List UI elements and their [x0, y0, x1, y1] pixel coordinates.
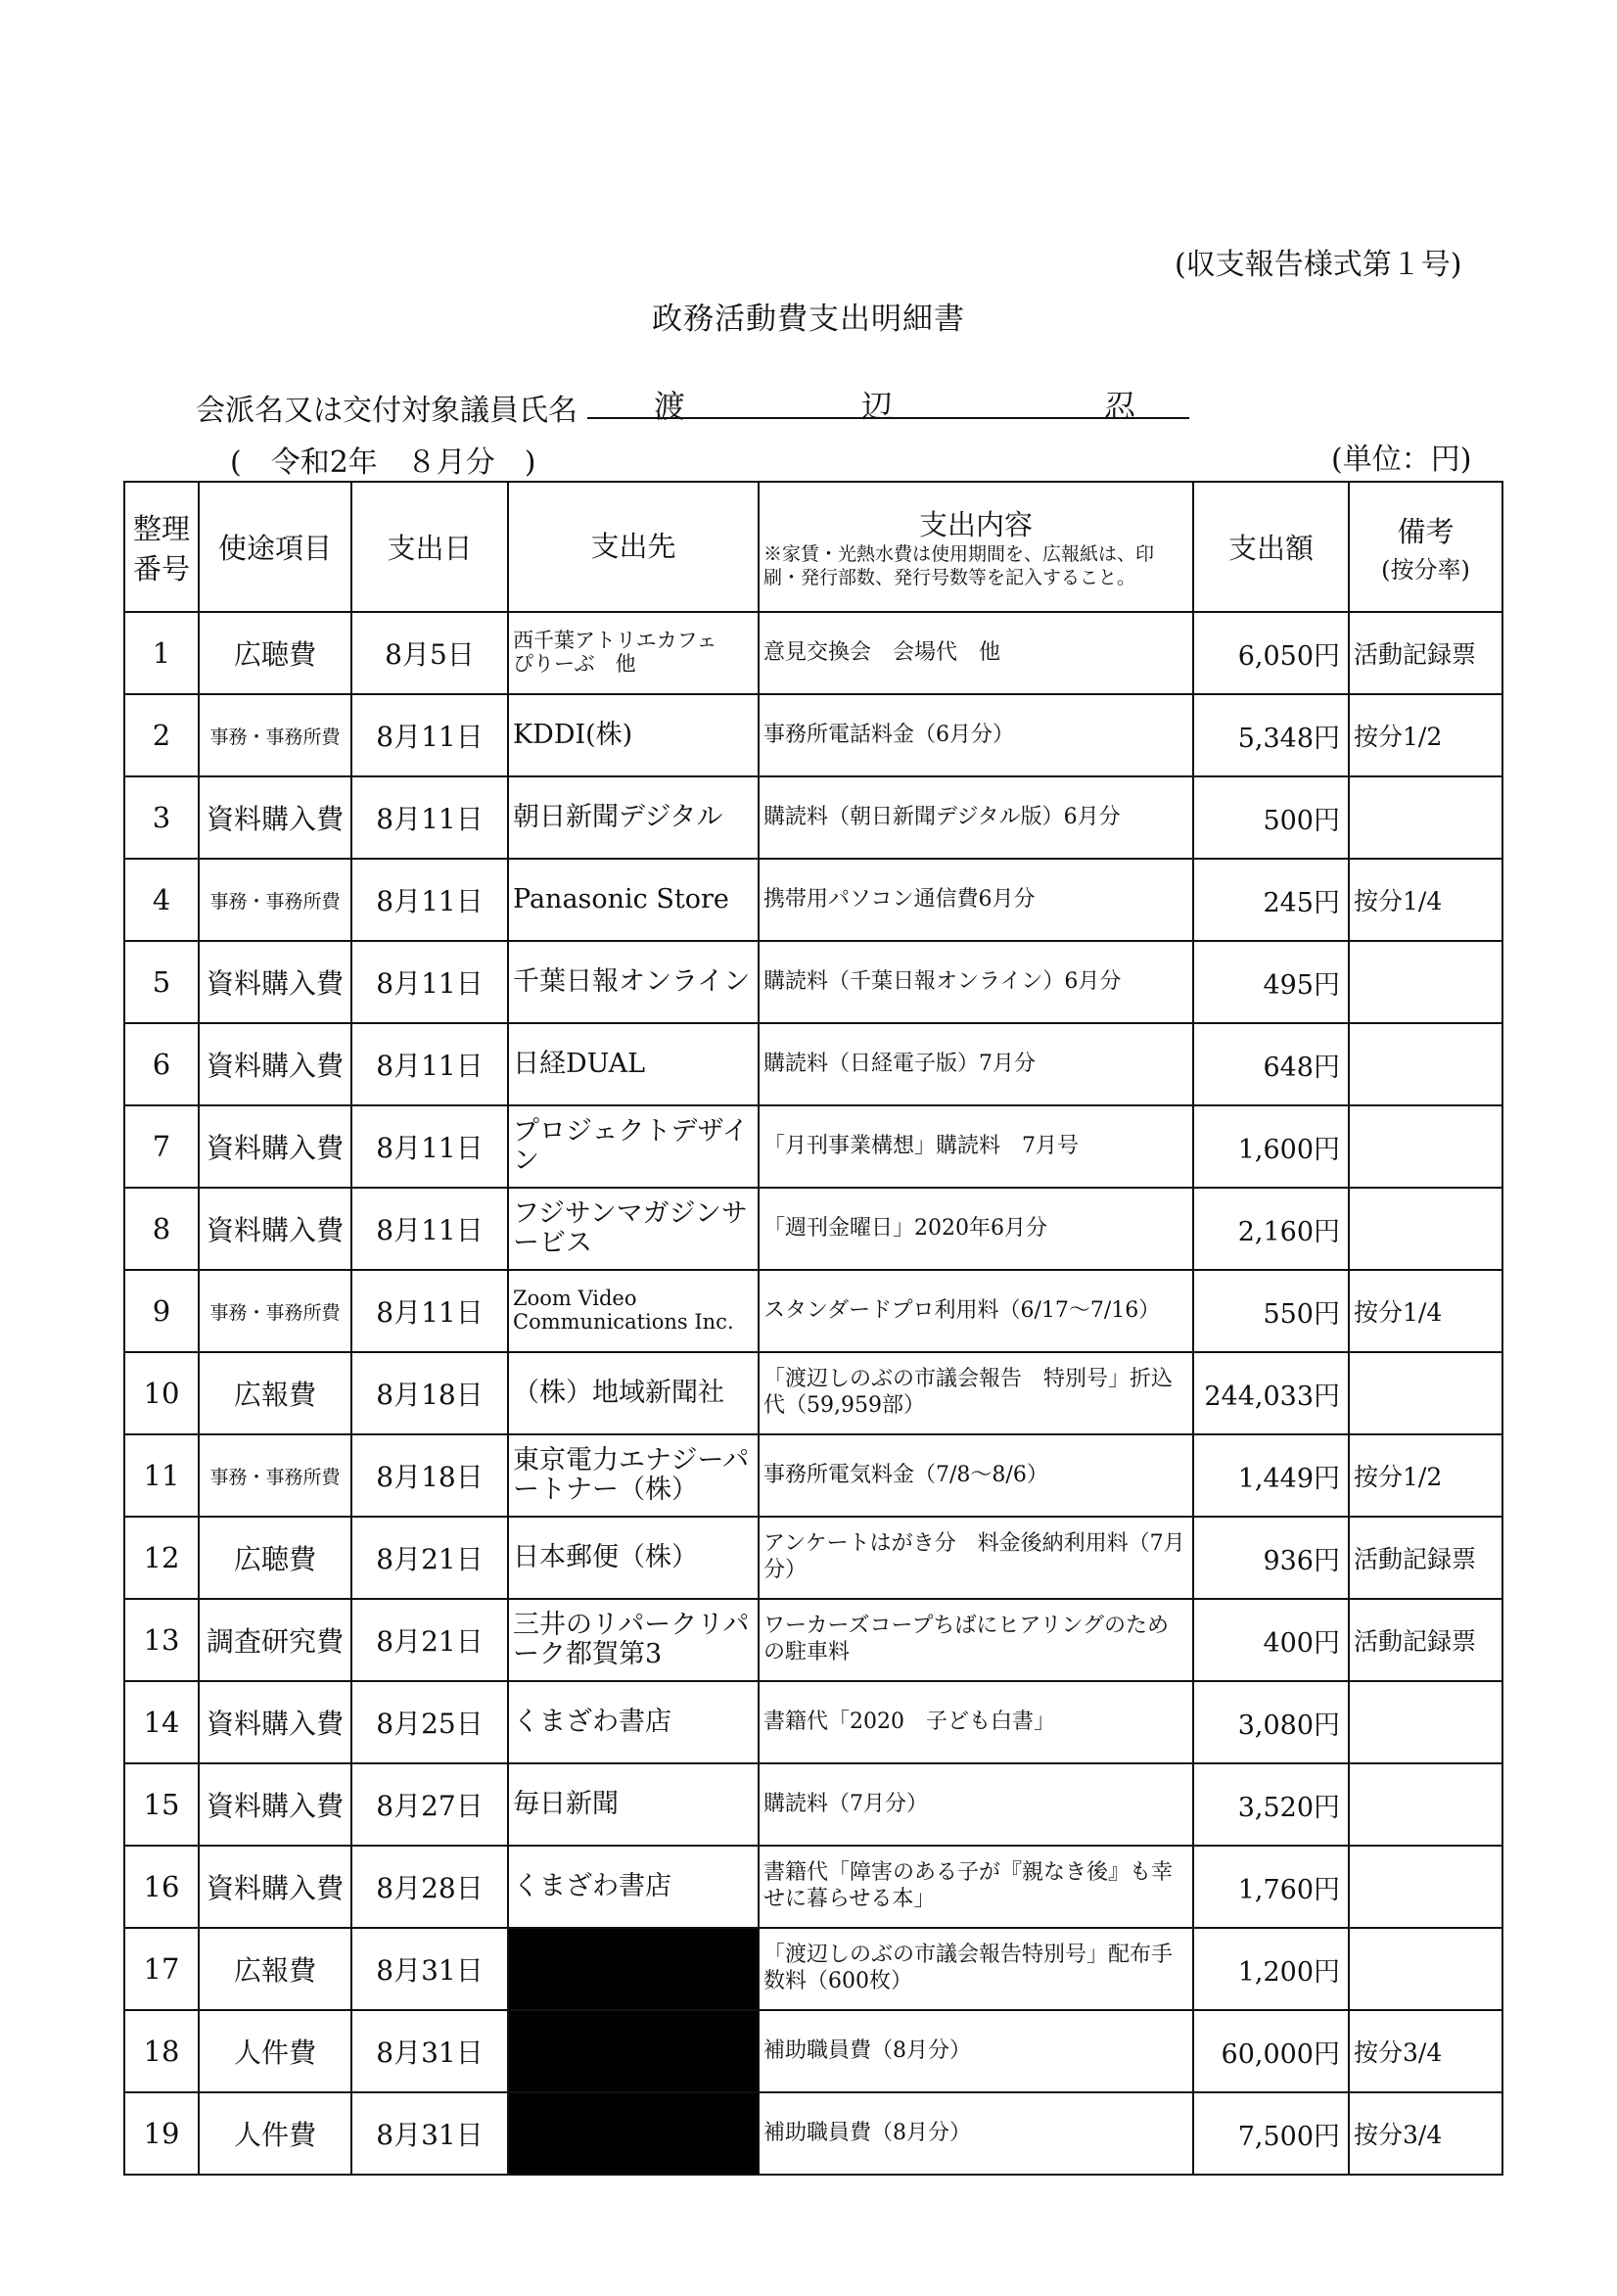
cell-note [1349, 1023, 1502, 1105]
cell-amount: 2,160円 [1193, 1188, 1349, 1270]
header-remarks-title: 備考 [1397, 514, 1455, 548]
cell-no: 19 [124, 2092, 199, 2175]
cell-date: 8月28日 [351, 1846, 508, 1928]
table-row [124, 1846, 1502, 1928]
cell-content: 「渡辺しのぶの市議会報告 特別号」折込代（59,959部） [759, 1352, 1193, 1434]
cell-category: 資料購入費 [199, 1763, 351, 1846]
cell-category: 広報費 [199, 1928, 351, 2010]
cell-date: 8月11日 [351, 694, 508, 776]
cell-category: 資料購入費 [199, 1846, 351, 1928]
cell-amount: 500円 [1193, 776, 1349, 859]
cell-category: 資料購入費 [199, 1023, 351, 1105]
table-row [124, 1105, 1502, 1188]
cell-date: 8月21日 [351, 1517, 508, 1599]
cell-content: 「渡辺しのぶの市議会報告特別号」配布手数料（600枚） [759, 1928, 1193, 2010]
table-row [124, 1681, 1502, 1763]
cell-note: 按分3/4 [1349, 2010, 1502, 2092]
redacted-block [508, 2010, 759, 2092]
table-row [124, 941, 1502, 1023]
header-amount: 支出額 [1193, 482, 1349, 612]
cell-note [1349, 776, 1502, 859]
cell-content: 「週刊金曜日」2020年6月分 [759, 1188, 1193, 1270]
cell-content: アンケートはがき分 料金後納利用料（7月分） [759, 1517, 1193, 1599]
table-row [124, 1928, 1502, 2010]
cell-content: 購読料（7月分） [759, 1763, 1193, 1846]
cell-no: 16 [124, 1846, 199, 1928]
cell-category: 事務・事務所費 [199, 1434, 351, 1517]
cell-content: 事務所電話料金（6月分） [759, 694, 1193, 776]
cell-note [1349, 941, 1502, 1023]
member-name-char-2: 辺 [861, 388, 894, 425]
cell-date: 8月11日 [351, 941, 508, 1023]
cell-date: 8月11日 [351, 1188, 508, 1270]
cell-date: 8月18日 [351, 1352, 508, 1434]
cell-category: 資料購入費 [199, 1188, 351, 1270]
redacted-block [508, 1928, 759, 2010]
cell-no: 18 [124, 2010, 199, 2092]
member-name-char-1: 渡 [654, 388, 686, 425]
cell-amount: 60,000円 [1193, 2010, 1349, 2092]
cell-category: 事務・事務所費 [199, 694, 351, 776]
cell-no: 14 [124, 1681, 199, 1763]
cell-date: 8月11日 [351, 1270, 508, 1352]
cell-content: スタンダードプロ利用料（6/17～7/16） [759, 1270, 1193, 1352]
cell-payee: 日本郵便（株） [508, 1517, 759, 1599]
cell-content: 書籍代「障害のある子が『親なき後』も幸せに暮らせる本」 [759, 1846, 1193, 1928]
header-row [124, 482, 1502, 612]
cell-category: 人件費 [199, 2010, 351, 2092]
cell-date: 8月5日 [351, 612, 508, 694]
table-row [124, 612, 1502, 694]
cell-content: 書籍代「2020 子ども白書」 [759, 1681, 1193, 1763]
cell-date: 8月31日 [351, 1928, 508, 2010]
cell-note: 按分1/2 [1349, 694, 1502, 776]
cell-content: 購読料（千葉日報オンライン）6月分 [759, 941, 1193, 1023]
redacted-block [508, 2092, 759, 2175]
cell-no: 2 [124, 694, 199, 776]
table-row [124, 694, 1502, 776]
cell-note: 按分1/4 [1349, 1270, 1502, 1352]
cell-no: 1 [124, 612, 199, 694]
cell-category: 事務・事務所費 [199, 859, 351, 941]
header-content-note: ※家賃・光熱水費は使用期間を、広報紙は、印刷・発行部数、発行号数等を記入すること。 [763, 543, 1155, 588]
header-category: 使途項目 [199, 482, 351, 612]
cell-amount: 3,520円 [1193, 1763, 1349, 1846]
table-row [124, 1434, 1502, 1517]
cell-note: 按分1/4 [1349, 859, 1502, 941]
cell-no: 13 [124, 1599, 199, 1681]
cell-category: 広聴費 [199, 1517, 351, 1599]
cell-content: 購読料（朝日新聞デジタル版）6月分 [759, 776, 1193, 859]
cell-amount: 648円 [1193, 1023, 1349, 1105]
cell-no: 7 [124, 1105, 199, 1188]
cell-amount: 1,600円 [1193, 1105, 1349, 1188]
cell-note [1349, 1681, 1502, 1763]
cell-category: 事務・事務所費 [199, 1270, 351, 1352]
cell-content: ワーカーズコープちばにヒアリングのための駐車料 [759, 1599, 1193, 1681]
cell-no: 3 [124, 776, 199, 859]
cell-amount: 5,348円 [1193, 694, 1349, 776]
cell-amount: 1,760円 [1193, 1846, 1349, 1928]
cell-no: 15 [124, 1763, 199, 1846]
cell-amount: 3,080円 [1193, 1681, 1349, 1763]
table-row [124, 2010, 1502, 2092]
cell-date: 8月31日 [351, 2010, 508, 2092]
cell-category: 人件費 [199, 2092, 351, 2175]
reporting-period: ( 令和2年 ８月分 ) [230, 445, 536, 480]
cell-payee: 千葉日報オンライン [508, 941, 759, 1023]
cell-date: 8月21日 [351, 1599, 508, 1681]
cell-note: 按分3/4 [1349, 2092, 1502, 2175]
cell-category: 資料購入費 [199, 1681, 351, 1763]
header-content [759, 482, 1193, 612]
cell-no: 11 [124, 1434, 199, 1517]
table-row [124, 1517, 1502, 1599]
page-title: 政務活動費支出明細書 [652, 302, 965, 337]
cell-payee: KDDI(株) [508, 694, 759, 776]
cell-content: 補助職員費（8月分） [759, 2092, 1193, 2175]
cell-category: 調査研究費 [199, 1599, 351, 1681]
cell-payee: Zoom Video Communications Inc. [508, 1270, 759, 1352]
table-row [124, 1188, 1502, 1270]
cell-note [1349, 1105, 1502, 1188]
table-row [124, 1599, 1502, 1681]
cell-note: 活動記録票 [1349, 1599, 1502, 1681]
cell-category: 広報費 [199, 1352, 351, 1434]
cell-category: 広聴費 [199, 612, 351, 694]
cell-no: 5 [124, 941, 199, 1023]
cell-date: 8月11日 [351, 1023, 508, 1105]
cell-content: 意見交換会 会場代 他 [759, 612, 1193, 694]
cell-note: 活動記録票 [1349, 612, 1502, 694]
header-content-title: 支出内容 [918, 508, 1033, 542]
cell-date: 8月11日 [351, 776, 508, 859]
cell-date: 8月11日 [351, 1105, 508, 1188]
cell-no: 17 [124, 1928, 199, 2010]
cell-no: 6 [124, 1023, 199, 1105]
header-payee: 支出先 [508, 482, 759, 612]
cell-payee: プロジェクトデザイン [508, 1105, 759, 1188]
cell-content: 購読料（日経電子版）7月分 [759, 1023, 1193, 1105]
cell-note [1349, 1846, 1502, 1928]
cell-note [1349, 1928, 1502, 2010]
cell-no: 8 [124, 1188, 199, 1270]
cell-no: 9 [124, 1270, 199, 1352]
cell-no: 12 [124, 1517, 199, 1599]
member-name-label: 会派名又は交付対象議員氏名 [196, 394, 578, 428]
header-remarks-sub: (按分率) [1381, 555, 1470, 584]
table-row [124, 776, 1502, 859]
cell-payee: （株）地域新聞社 [508, 1352, 759, 1434]
cell-amount: 400円 [1193, 1599, 1349, 1681]
cell-date: 8月18日 [351, 1434, 508, 1517]
cell-note [1349, 1763, 1502, 1846]
cell-payee: 西千葉アトリエカフェ ぴりーぶ 他 [508, 612, 759, 694]
cell-content: 補助職員費（8月分） [759, 2010, 1193, 2092]
cell-payee: 三井のリパークリパーク都賀第3 [508, 1599, 759, 1681]
cell-payee: 東京電力エナジーパートナー（株） [508, 1434, 759, 1517]
cell-payee: 毎日新聞 [508, 1763, 759, 1846]
header-date: 支出日 [351, 482, 508, 612]
cell-amount: 7,500円 [1193, 2092, 1349, 2175]
cell-category: 資料購入費 [199, 941, 351, 1023]
unit-label: (単位：円) [1331, 443, 1472, 477]
header-remarks [1349, 482, 1502, 612]
table-row [124, 1023, 1502, 1105]
cell-note: 按分1/2 [1349, 1434, 1502, 1517]
cell-amount: 6,050円 [1193, 612, 1349, 694]
cell-amount: 550円 [1193, 1270, 1349, 1352]
cell-payee: Panasonic Store [508, 859, 759, 941]
form-label: (収支報告様式第１号) [1175, 248, 1462, 282]
cell-payee: 朝日新聞デジタル [508, 776, 759, 859]
cell-no: 10 [124, 1352, 199, 1434]
cell-content: 携帯用パソコン通信費6月分 [759, 859, 1193, 941]
cell-date: 8月25日 [351, 1681, 508, 1763]
cell-date: 8月27日 [351, 1763, 508, 1846]
cell-no: 4 [124, 859, 199, 941]
cell-category: 資料購入費 [199, 1105, 351, 1188]
cell-amount: 245円 [1193, 859, 1349, 941]
cell-payee: 日経DUAL [508, 1023, 759, 1105]
cell-note [1349, 1188, 1502, 1270]
cell-amount: 1,449円 [1193, 1434, 1349, 1517]
expense-table [123, 481, 1503, 2176]
cell-amount: 936円 [1193, 1517, 1349, 1599]
cell-payee: フジサンマガジンサービス [508, 1188, 759, 1270]
cell-note: 活動記録票 [1349, 1517, 1502, 1599]
cell-payee: くまざわ書店 [508, 1681, 759, 1763]
table-row [124, 1352, 1502, 1434]
table-row [124, 1763, 1502, 1846]
cell-amount: 495円 [1193, 941, 1349, 1023]
cell-note [1349, 1352, 1502, 1434]
cell-date: 8月31日 [351, 2092, 508, 2175]
cell-category: 資料購入費 [199, 776, 351, 859]
cell-date: 8月11日 [351, 859, 508, 941]
cell-content: 「月刊事業構想」購読料 7月号 [759, 1105, 1193, 1188]
cell-content: 事務所電気料金（7/8～8/6） [759, 1434, 1193, 1517]
table-row [124, 1270, 1502, 1352]
cell-amount: 244,033円 [1193, 1352, 1349, 1434]
header-no: 整理番号 [124, 482, 199, 612]
cell-amount: 1,200円 [1193, 1928, 1349, 2010]
member-name-char-3: 忍 [1104, 388, 1136, 425]
table-row [124, 2092, 1502, 2175]
cell-payee: くまざわ書店 [508, 1846, 759, 1928]
table-row [124, 859, 1502, 941]
